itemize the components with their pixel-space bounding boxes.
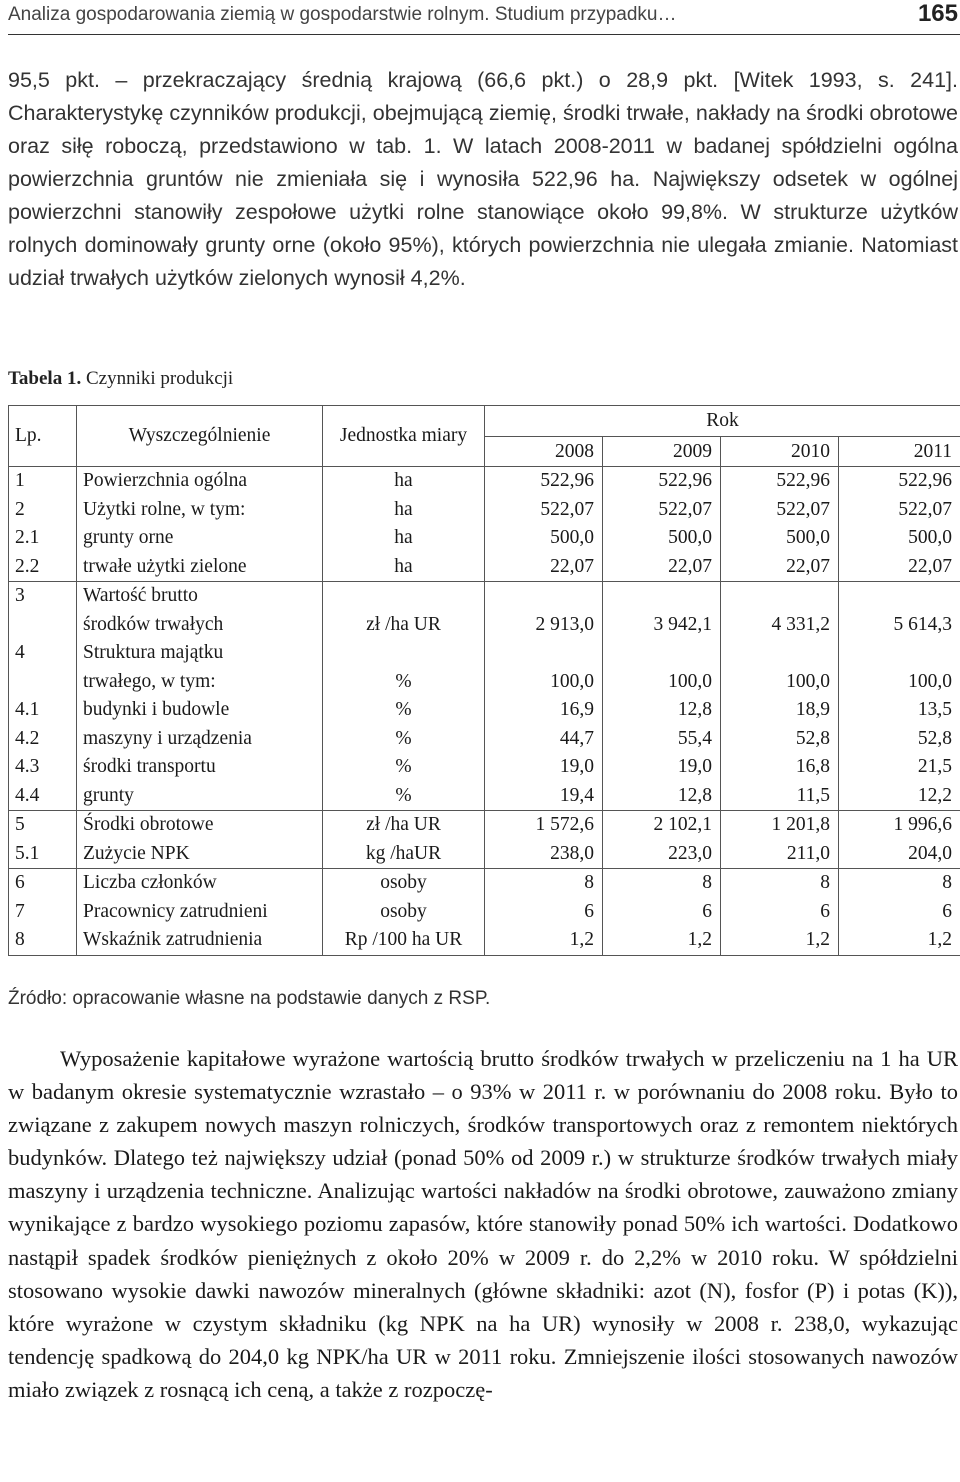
cell-unit: zł /ha UR [323, 611, 485, 640]
cell-item: Liczba członków [77, 869, 323, 898]
cell-unit: % [323, 725, 485, 754]
cell-item: maszyny i urządzenia [77, 725, 323, 754]
header-unit: Jednostka miary [323, 406, 485, 467]
cell-value: 11,5 [721, 782, 839, 811]
cell-value: 6 [721, 898, 839, 927]
cell-value: 55,4 [603, 725, 721, 754]
cell-value: 223,0 [603, 840, 721, 869]
cell-value: 16,9 [485, 696, 603, 725]
cell-value: 6 [603, 898, 721, 927]
cell-lp: 2 [9, 496, 77, 525]
cell-lp: 1 [9, 467, 77, 496]
header-year-group: Rok [485, 406, 960, 437]
table-row [9, 898, 960, 927]
table-caption-text: Czynniki produkcji [85, 368, 234, 389]
cell-value: 211,0 [721, 840, 839, 869]
cell-value: 52,8 [721, 725, 839, 754]
cell-value [485, 582, 603, 611]
cell-value: 2 913,0 [485, 611, 603, 640]
cell-value: 522,07 [485, 496, 603, 525]
factors-table [8, 405, 960, 956]
cell-lp: 2.1 [9, 524, 77, 553]
cell-unit: zł /ha UR [323, 811, 485, 840]
cell-lp [9, 668, 77, 697]
cell-value: 44,7 [485, 725, 603, 754]
table-row [9, 753, 960, 782]
cell-item: Środki obrotowe [77, 811, 323, 840]
cell-unit: ha [323, 496, 485, 525]
body-paragraph-2: Wyposażenie kapitałowe wyrażone wartością brutto środków trwałych w przeliczeniu na 1 ha UR w badanym okresie systematycznie wzrastało – o 93% w 2011 r. w porównaniu do 2008 roku. Było to związane z zakupem nowych maszyn rolniczych, środków transportowych oraz z remontem niektórych budynków. Dlatego też największy udział (ponad 50% od 2009 r.) w strukturze środków trwałych miały maszyny i urządzenia techniczne. Analizując wartości nakładów na środki obrotowe, zauważono zmiany wynikające z bardzo wysokiego poziomu zapasów, które stanowiły ponad 50% ich wartości. Dodatkowo nastąpił spadek środków pieniężnych z około 20% w 2009 r. do 2,2% w 2010 roku. W spółdzielni stosowano wysokie dawki nawozów mineralnych (główne składniki: azot (N), fosfor (P) i potas (K)), które wyrażone w czystym składniku (kg NPK na ha UR) wynosiły w 2008 r. 238,0, wykazując tendencję spadkową do 204,0 kg NPK/ha UR w 2011 roku. Zmniejszenie ilości stosowanych nawozów miało związek z rosnącą ich ceną, a także z rozpoczę- [8, 1046, 958, 1402]
cell-value: 522,96 [721, 467, 839, 496]
header-year: 2010 [721, 437, 839, 467]
cell-value: 1 996,6 [839, 811, 960, 840]
cell-value [839, 582, 960, 611]
table-row [9, 496, 960, 525]
cell-value: 522,96 [603, 467, 721, 496]
cell-value: 21,5 [839, 753, 960, 782]
cell-value [839, 639, 960, 668]
cell-lp: 5 [9, 811, 77, 840]
cell-unit: % [323, 696, 485, 725]
cell-value: 22,07 [603, 553, 721, 582]
cell-lp [9, 611, 77, 640]
cell-item: budynki i budowle [77, 696, 323, 725]
cell-value: 500,0 [721, 524, 839, 553]
table-source: Źródło: opracowanie własne na podstawie danych z RSP. [8, 988, 491, 1009]
cell-value: 13,5 [839, 696, 960, 725]
cell-value: 12,2 [839, 782, 960, 811]
cell-value: 16,8 [721, 753, 839, 782]
cell-value: 19,4 [485, 782, 603, 811]
table-row [9, 725, 960, 754]
table-row [9, 611, 960, 640]
table-body [9, 467, 960, 956]
cell-value: 500,0 [485, 524, 603, 553]
cell-value: 18,9 [721, 696, 839, 725]
cell-value: 100,0 [721, 668, 839, 697]
header-year: 2009 [603, 437, 721, 467]
cell-value: 19,0 [485, 753, 603, 782]
cell-value: 500,0 [603, 524, 721, 553]
page-number: 165 [917, 0, 958, 27]
cell-lp: 3 [9, 582, 77, 611]
cell-unit: osoby [323, 869, 485, 898]
cell-value: 1,2 [485, 926, 603, 955]
cell-value: 52,8 [839, 725, 960, 754]
table-row [9, 467, 960, 496]
cell-item: trwałe użytki zielone [77, 553, 323, 582]
cell-unit: osoby [323, 898, 485, 927]
cell-item: Wartość brutto [77, 582, 323, 611]
cell-value: 8 [603, 869, 721, 898]
table-row [9, 696, 960, 725]
cell-lp: 6 [9, 869, 77, 898]
cell-value: 522,96 [839, 467, 960, 496]
cell-item: Wskaźnik zatrudnienia [77, 926, 323, 955]
cell-lp: 4.2 [9, 725, 77, 754]
table-row [9, 639, 960, 668]
cell-value: 12,8 [603, 782, 721, 811]
cell-value [721, 639, 839, 668]
cell-value: 522,07 [721, 496, 839, 525]
cell-lp: 4.3 [9, 753, 77, 782]
cell-value: 1,2 [839, 926, 960, 955]
cell-value: 100,0 [839, 668, 960, 697]
cell-value: 3 942,1 [603, 611, 721, 640]
running-title: Analiza gospodarowania ziemią w gospodarstwie rolnym. Studium przypadku… [8, 4, 677, 25]
cell-value: 500,0 [839, 524, 960, 553]
table-row [9, 582, 960, 611]
table-row [9, 524, 960, 553]
header-year: 2008 [485, 437, 603, 467]
cell-value: 1,2 [721, 926, 839, 955]
cell-unit: Rp /100 ha UR [323, 926, 485, 955]
table-row [9, 553, 960, 582]
table-row [9, 926, 960, 955]
cell-unit [323, 639, 485, 668]
cell-value: 522,07 [603, 496, 721, 525]
table-row [9, 811, 960, 840]
cell-value [603, 582, 721, 611]
table-container [8, 405, 960, 956]
cell-item: grunty [77, 782, 323, 811]
cell-value [721, 582, 839, 611]
cell-item: trwałego, w tym: [77, 668, 323, 697]
cell-value: 238,0 [485, 840, 603, 869]
table-row [9, 782, 960, 811]
table-row [9, 869, 960, 898]
cell-item: grunty orne [77, 524, 323, 553]
cell-unit: % [323, 782, 485, 811]
cell-value: 522,96 [485, 467, 603, 496]
cell-value: 1 572,6 [485, 811, 603, 840]
cell-value: 1 201,8 [721, 811, 839, 840]
cell-value: 22,07 [721, 553, 839, 582]
cell-lp: 4.4 [9, 782, 77, 811]
header-year: 2011 [839, 437, 960, 467]
cell-value: 12,8 [603, 696, 721, 725]
cell-lp: 5.1 [9, 840, 77, 869]
cell-unit: ha [323, 553, 485, 582]
cell-value: 8 [839, 869, 960, 898]
cell-unit [323, 582, 485, 611]
header-item: Wyszczególnienie [77, 406, 323, 467]
cell-value: 6 [839, 898, 960, 927]
cell-item: Powierzchnia ogólna [77, 467, 323, 496]
table-caption [8, 368, 233, 390]
cell-lp: 7 [9, 898, 77, 927]
header-lp: Lp. [9, 406, 77, 467]
cell-lp: 4.1 [9, 696, 77, 725]
cell-item: środków trwałych [77, 611, 323, 640]
cell-value: 8 [485, 869, 603, 898]
cell-unit: % [323, 753, 485, 782]
cell-item: Zużycie NPK [77, 840, 323, 869]
cell-value: 5 614,3 [839, 611, 960, 640]
cell-lp: 8 [9, 926, 77, 955]
cell-lp: 2.2 [9, 553, 77, 582]
table-row [9, 668, 960, 697]
cell-item: środki transportu [77, 753, 323, 782]
body-paragraph-1: 95,5 pkt. – przekraczający średnią krajową (66,6 pkt.) o 28,9 pkt. [Witek 1993, s. 241]. Charakterystykę czynników produkcji, obejmującą ziemię, środki trwałe, nakłady na środki obrotowe oraz siłę roboczą, przedstawiono w tab. 1. W latach 2008-2011 w badanej spółdzielni ogólna powierzchnia gruntów nie zmieniała się i wynosiła 522,96 ha. Największy odsetek w ogólnej powierzchni stanowiły zespołowe użytki rolne stanowiące około 99,8%. W strukturze użytków rolnych dominowały grunty orne (około 95%), których powierzchnia nie ulegała zmianie. Natomiast udział trwałych użytków zielonych wynosił 4,2%. [8, 68, 958, 290]
table-caption-label: Tabela 1. [8, 368, 82, 389]
cell-value: 22,07 [839, 553, 960, 582]
cell-value: 6 [485, 898, 603, 927]
running-header [8, 2, 960, 35]
cell-value: 1,2 [603, 926, 721, 955]
cell-item: Struktura majątku [77, 639, 323, 668]
cell-value: 8 [721, 869, 839, 898]
cell-value [603, 639, 721, 668]
cell-value [485, 639, 603, 668]
cell-value: 4 331,2 [721, 611, 839, 640]
cell-item: Pracownicy zatrudnieni [77, 898, 323, 927]
cell-value: 522,07 [839, 496, 960, 525]
cell-value: 100,0 [485, 668, 603, 697]
cell-value: 22,07 [485, 553, 603, 582]
cell-value: 100,0 [603, 668, 721, 697]
table-row [9, 840, 960, 869]
cell-unit: ha [323, 524, 485, 553]
cell-item: Użytki rolne, w tym: [77, 496, 323, 525]
cell-unit: kg /haUR [323, 840, 485, 869]
cell-unit: % [323, 668, 485, 697]
cell-value: 19,0 [603, 753, 721, 782]
cell-lp: 4 [9, 639, 77, 668]
cell-value: 204,0 [839, 840, 960, 869]
cell-value: 2 102,1 [603, 811, 721, 840]
cell-unit: ha [323, 467, 485, 496]
